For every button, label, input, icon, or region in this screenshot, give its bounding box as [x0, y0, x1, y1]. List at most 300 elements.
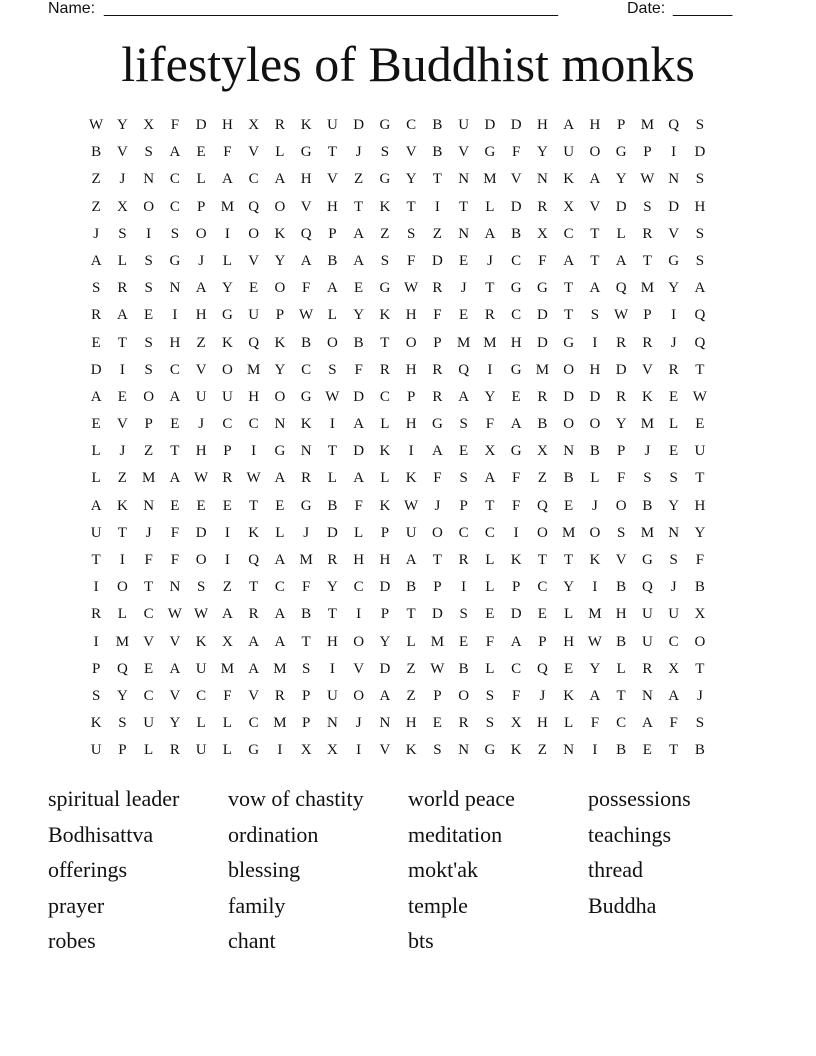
- grid-letter[interactable]: B: [694, 579, 705, 596]
- grid-letter[interactable]: P: [118, 742, 127, 759]
- grid-letter[interactable]: D: [195, 524, 207, 541]
- grid-letter[interactable]: O: [536, 524, 548, 541]
- grid-letter[interactable]: J: [539, 687, 546, 704]
- grid-letter[interactable]: E: [459, 252, 469, 269]
- grid-letter[interactable]: J: [591, 497, 598, 514]
- grid-letter[interactable]: G: [274, 443, 286, 460]
- grid-letter[interactable]: X: [116, 198, 128, 215]
- grid-letter[interactable]: K: [221, 334, 233, 351]
- grid-letter[interactable]: R: [642, 334, 653, 351]
- grid-letter[interactable]: S: [669, 552, 678, 568]
- grid-letter[interactable]: V: [169, 633, 181, 650]
- grid-letter[interactable]: P: [380, 606, 390, 623]
- grid-letter[interactable]: A: [353, 470, 365, 487]
- grid-letter[interactable]: Q: [694, 334, 706, 351]
- grid-letter[interactable]: L: [590, 470, 600, 487]
- grid-letter[interactable]: D: [615, 361, 627, 378]
- grid-letter[interactable]: Q: [641, 579, 653, 596]
- grid-letter[interactable]: R: [642, 225, 653, 242]
- grid-letter[interactable]: Z: [222, 579, 232, 596]
- grid-letter[interactable]: G: [641, 552, 653, 568]
- grid-letter[interactable]: S: [695, 225, 705, 242]
- grid-letter[interactable]: P: [616, 117, 626, 133]
- grid-letter[interactable]: S: [144, 252, 153, 269]
- grid-letter[interactable]: K: [90, 715, 102, 732]
- grid-letter[interactable]: A: [379, 687, 391, 704]
- grid-letter[interactable]: Q: [536, 660, 548, 677]
- grid-letter[interactable]: K: [563, 687, 575, 704]
- grid-letter[interactable]: E: [537, 606, 547, 623]
- grid-letter[interactable]: F: [485, 416, 495, 433]
- grid-letter[interactable]: I: [93, 579, 99, 596]
- grid-letter[interactable]: U: [641, 606, 653, 623]
- grid-letter[interactable]: R: [432, 388, 443, 405]
- grid-letter[interactable]: U: [458, 117, 470, 133]
- grid-letter[interactable]: C: [668, 633, 679, 650]
- grid-letter[interactable]: D: [353, 443, 365, 460]
- grid-letter[interactable]: A: [563, 117, 575, 133]
- grid-letter[interactable]: A: [90, 497, 102, 514]
- grid-letter[interactable]: J: [198, 252, 205, 269]
- grid-letter[interactable]: W: [194, 470, 209, 487]
- name-field-line[interactable]: ______________________________________________________: [104, 0, 558, 17]
- grid-letter[interactable]: X: [484, 443, 496, 460]
- grid-letter[interactable]: F: [354, 497, 363, 514]
- grid-letter[interactable]: F: [223, 687, 232, 704]
- grid-letter[interactable]: M: [273, 660, 287, 677]
- grid-letter[interactable]: A: [274, 552, 286, 568]
- grid-letter[interactable]: R: [642, 660, 653, 677]
- grid-letter[interactable]: Y: [668, 280, 680, 297]
- grid-letter[interactable]: A: [668, 687, 680, 704]
- grid-letter[interactable]: A: [589, 171, 601, 188]
- grid-letter[interactable]: T: [327, 443, 337, 460]
- grid-letter[interactable]: J: [696, 687, 703, 704]
- grid-letter[interactable]: X: [300, 742, 312, 759]
- grid-letter[interactable]: B: [327, 497, 338, 514]
- grid-letter[interactable]: E: [170, 416, 180, 433]
- grid-letter[interactable]: P: [301, 687, 311, 704]
- grid-letter[interactable]: W: [587, 633, 602, 650]
- grid-letter[interactable]: Z: [91, 198, 101, 215]
- grid-letter[interactable]: C: [143, 687, 154, 704]
- grid-letter[interactable]: T: [354, 198, 364, 215]
- grid-letter[interactable]: Q: [458, 361, 470, 378]
- grid-letter[interactable]: A: [458, 388, 470, 405]
- grid-letter[interactable]: J: [303, 524, 310, 541]
- grid-letter[interactable]: J: [198, 416, 205, 433]
- grid-letter[interactable]: K: [379, 497, 391, 514]
- grid-letter[interactable]: T: [117, 524, 127, 541]
- grid-letter[interactable]: H: [615, 606, 627, 623]
- grid-letter[interactable]: K: [116, 497, 128, 514]
- grid-letter[interactable]: B: [406, 579, 417, 596]
- grid-letter[interactable]: B: [589, 443, 600, 460]
- grid-letter[interactable]: H: [326, 633, 338, 650]
- grid-letter[interactable]: S: [643, 470, 652, 487]
- grid-letter[interactable]: S: [118, 715, 127, 732]
- grid-letter[interactable]: R: [432, 361, 443, 378]
- grid-letter[interactable]: F: [170, 552, 180, 568]
- grid-letter[interactable]: O: [589, 416, 601, 433]
- grid-letter[interactable]: H: [195, 307, 207, 324]
- grid-letter[interactable]: B: [327, 252, 338, 269]
- grid-letter[interactable]: B: [616, 742, 627, 759]
- grid-letter[interactable]: B: [642, 497, 653, 514]
- grid-letter[interactable]: U: [641, 633, 653, 650]
- grid-letter[interactable]: L: [616, 660, 626, 677]
- grid-letter[interactable]: D: [615, 198, 627, 215]
- grid-letter[interactable]: A: [615, 252, 627, 269]
- grid-letter[interactable]: M: [640, 280, 655, 297]
- grid-letter[interactable]: T: [590, 252, 600, 269]
- grid-letter[interactable]: A: [90, 388, 102, 405]
- grid-letter[interactable]: A: [353, 225, 365, 242]
- grid-letter[interactable]: G: [484, 144, 496, 161]
- grid-letter[interactable]: O: [116, 579, 128, 596]
- grid-letter[interactable]: S: [485, 715, 495, 732]
- grid-letter[interactable]: E: [144, 307, 154, 324]
- grid-letter[interactable]: P: [328, 225, 337, 242]
- grid-letter[interactable]: Y: [274, 252, 286, 269]
- grid-letter[interactable]: A: [510, 633, 522, 650]
- grid-letter[interactable]: M: [246, 361, 261, 378]
- grid-letter[interactable]: D: [563, 388, 575, 405]
- grid-letter[interactable]: G: [484, 742, 496, 759]
- grid-letter[interactable]: H: [694, 497, 706, 514]
- grid-letter[interactable]: R: [222, 470, 233, 487]
- grid-letter[interactable]: A: [431, 443, 443, 460]
- grid-letter[interactable]: B: [563, 470, 574, 487]
- grid-letter[interactable]: Q: [536, 497, 548, 514]
- grid-letter[interactable]: R: [327, 552, 338, 568]
- grid-letter[interactable]: U: [143, 715, 155, 732]
- grid-letter[interactable]: D: [326, 524, 338, 541]
- grid-letter[interactable]: D: [510, 606, 522, 623]
- date-field-line[interactable]: _______: [673, 0, 732, 17]
- grid-letter[interactable]: C: [222, 416, 233, 433]
- grid-letter[interactable]: F: [538, 252, 547, 269]
- grid-letter[interactable]: V: [668, 225, 680, 242]
- grid-letter[interactable]: I: [461, 579, 467, 596]
- grid-letter[interactable]: I: [119, 361, 125, 378]
- grid-letter[interactable]: Y: [379, 633, 391, 650]
- grid-letter[interactable]: K: [274, 334, 286, 351]
- grid-letter[interactable]: V: [641, 361, 653, 378]
- grid-letter[interactable]: J: [119, 443, 126, 460]
- grid-letter[interactable]: E: [432, 715, 442, 732]
- grid-letter[interactable]: A: [353, 416, 365, 433]
- grid-letter[interactable]: N: [169, 280, 181, 297]
- grid-letter[interactable]: Z: [91, 171, 101, 188]
- grid-letter[interactable]: T: [669, 742, 679, 759]
- grid-letter[interactable]: D: [668, 198, 680, 215]
- grid-letter[interactable]: R: [537, 388, 548, 405]
- grid-letter[interactable]: I: [224, 552, 230, 568]
- grid-letter[interactable]: W: [89, 117, 104, 133]
- grid-letter[interactable]: V: [458, 144, 470, 161]
- grid-letter[interactable]: P: [91, 660, 101, 677]
- grid-letter[interactable]: Z: [196, 334, 206, 351]
- grid-letter[interactable]: L: [117, 606, 127, 623]
- grid-letter[interactable]: L: [91, 443, 101, 460]
- grid-letter[interactable]: L: [196, 171, 206, 188]
- grid-letter[interactable]: G: [536, 280, 548, 297]
- grid-letter[interactable]: C: [274, 579, 285, 596]
- grid-letter[interactable]: M: [456, 334, 471, 351]
- grid-letter[interactable]: A: [589, 687, 601, 704]
- grid-letter[interactable]: A: [221, 606, 233, 623]
- grid-letter[interactable]: Y: [405, 171, 417, 188]
- grid-letter[interactable]: Q: [248, 198, 260, 215]
- grid-letter[interactable]: A: [169, 470, 181, 487]
- grid-letter[interactable]: I: [671, 144, 677, 161]
- grid-letter[interactable]: M: [483, 171, 497, 188]
- grid-letter[interactable]: K: [405, 742, 417, 759]
- grid-letter[interactable]: C: [248, 416, 259, 433]
- grid-letter[interactable]: C: [301, 361, 312, 378]
- grid-letter[interactable]: O: [589, 144, 601, 161]
- grid-letter[interactable]: U: [90, 742, 102, 759]
- grid-letter[interactable]: O: [615, 497, 627, 514]
- grid-letter[interactable]: V: [379, 742, 391, 759]
- grid-letter[interactable]: S: [170, 225, 180, 242]
- grid-letter[interactable]: O: [353, 633, 365, 650]
- grid-letter[interactable]: G: [221, 307, 233, 324]
- grid-letter[interactable]: A: [694, 280, 706, 297]
- grid-letter[interactable]: N: [563, 742, 575, 759]
- grid-letter[interactable]: C: [379, 388, 390, 405]
- grid-letter[interactable]: A: [221, 171, 233, 188]
- grid-letter[interactable]: V: [510, 171, 522, 188]
- grid-letter[interactable]: M: [640, 416, 655, 433]
- grid-letter[interactable]: F: [511, 497, 521, 514]
- grid-letter[interactable]: G: [510, 361, 522, 378]
- grid-letter[interactable]: N: [536, 171, 548, 188]
- grid-letter[interactable]: D: [431, 606, 443, 623]
- grid-letter[interactable]: R: [379, 361, 390, 378]
- grid-letter[interactable]: I: [434, 198, 440, 215]
- grid-letter[interactable]: E: [249, 280, 259, 297]
- grid-letter[interactable]: P: [196, 198, 206, 215]
- grid-letter[interactable]: Q: [668, 117, 680, 133]
- grid-letter[interactable]: Q: [116, 660, 128, 677]
- grid-letter[interactable]: T: [564, 552, 574, 568]
- grid-letter[interactable]: T: [485, 497, 495, 514]
- grid-letter[interactable]: M: [220, 660, 235, 677]
- grid-letter[interactable]: Z: [406, 660, 416, 677]
- grid-letter[interactable]: H: [195, 443, 207, 460]
- grid-letter[interactable]: S: [118, 225, 127, 242]
- grid-letter[interactable]: K: [379, 443, 391, 460]
- grid-letter[interactable]: M: [588, 606, 602, 623]
- grid-letter[interactable]: R: [616, 334, 627, 351]
- grid-letter[interactable]: T: [432, 552, 442, 568]
- grid-letter[interactable]: Y: [169, 715, 181, 732]
- grid-letter[interactable]: G: [300, 497, 312, 514]
- grid-letter[interactable]: F: [695, 552, 705, 568]
- grid-letter[interactable]: A: [353, 252, 365, 269]
- grid-letter[interactable]: Y: [615, 171, 627, 188]
- grid-letter[interactable]: D: [353, 117, 365, 133]
- grid-letter[interactable]: U: [405, 524, 417, 541]
- grid-letter[interactable]: E: [275, 497, 285, 514]
- grid-letter[interactable]: H: [563, 633, 575, 650]
- grid-letter[interactable]: H: [405, 307, 417, 324]
- grid-letter[interactable]: C: [169, 198, 180, 215]
- grid-letter[interactable]: M: [273, 715, 287, 732]
- grid-letter[interactable]: D: [694, 144, 706, 161]
- grid-letter[interactable]: M: [299, 552, 313, 568]
- grid-letter[interactable]: K: [274, 225, 286, 242]
- grid-letter[interactable]: M: [483, 334, 497, 351]
- grid-letter[interactable]: K: [510, 552, 522, 568]
- grid-letter[interactable]: T: [144, 579, 154, 596]
- grid-letter[interactable]: X: [694, 606, 706, 623]
- grid-letter[interactable]: E: [170, 497, 180, 514]
- grid-letter[interactable]: S: [485, 687, 495, 704]
- grid-letter[interactable]: A: [300, 252, 312, 269]
- grid-letter[interactable]: F: [590, 715, 600, 732]
- grid-letter[interactable]: C: [169, 171, 180, 188]
- grid-letter[interactable]: T: [432, 171, 442, 188]
- grid-letter[interactable]: G: [300, 388, 312, 405]
- grid-letter[interactable]: B: [301, 334, 312, 351]
- grid-letter[interactable]: S: [91, 280, 101, 297]
- grid-letter[interactable]: T: [249, 579, 259, 596]
- grid-letter[interactable]: F: [433, 470, 442, 487]
- grid-letter[interactable]: S: [328, 361, 337, 378]
- grid-letter[interactable]: P: [511, 579, 521, 596]
- grid-letter[interactable]: L: [485, 552, 495, 568]
- grid-letter[interactable]: I: [592, 334, 598, 351]
- grid-letter[interactable]: E: [222, 497, 232, 514]
- grid-letter[interactable]: O: [195, 552, 207, 568]
- grid-letter[interactable]: S: [643, 198, 652, 215]
- grid-letter[interactable]: B: [694, 742, 705, 759]
- grid-letter[interactable]: L: [564, 606, 574, 623]
- grid-letter[interactable]: T: [117, 334, 127, 351]
- grid-letter[interactable]: Z: [537, 470, 547, 487]
- grid-letter[interactable]: S: [433, 742, 442, 759]
- grid-letter[interactable]: E: [196, 144, 206, 161]
- grid-letter[interactable]: W: [167, 606, 182, 623]
- grid-letter[interactable]: E: [695, 416, 705, 433]
- grid-letter[interactable]: P: [433, 579, 442, 596]
- grid-letter[interactable]: F: [223, 144, 232, 161]
- grid-letter[interactable]: D: [536, 334, 548, 351]
- grid-letter[interactable]: L: [222, 742, 232, 759]
- grid-letter[interactable]: N: [143, 171, 155, 188]
- grid-letter[interactable]: S: [695, 715, 705, 732]
- grid-letter[interactable]: G: [169, 252, 181, 269]
- grid-letter[interactable]: D: [510, 117, 522, 133]
- grid-letter[interactable]: X: [668, 660, 680, 677]
- grid-letter[interactable]: T: [327, 144, 337, 161]
- grid-letter[interactable]: G: [615, 144, 627, 161]
- grid-letter[interactable]: U: [221, 388, 233, 405]
- grid-letter[interactable]: P: [643, 307, 652, 324]
- grid-letter[interactable]: T: [616, 687, 626, 704]
- grid-letter[interactable]: T: [459, 198, 469, 215]
- grid-letter[interactable]: S: [459, 416, 468, 433]
- grid-letter[interactable]: T: [91, 552, 101, 568]
- grid-letter[interactable]: H: [536, 715, 548, 732]
- grid-letter[interactable]: W: [430, 660, 445, 677]
- grid-letter[interactable]: J: [355, 144, 362, 161]
- grid-letter[interactable]: S: [144, 334, 153, 351]
- grid-letter[interactable]: C: [406, 117, 417, 133]
- grid-letter[interactable]: T: [695, 361, 705, 378]
- grid-letter[interactable]: E: [511, 388, 521, 405]
- grid-letter[interactable]: H: [405, 715, 417, 732]
- grid-letter[interactable]: R: [458, 552, 469, 568]
- grid-letter[interactable]: A: [274, 633, 286, 650]
- grid-letter[interactable]: H: [169, 334, 181, 351]
- grid-letter[interactable]: X: [248, 117, 260, 133]
- grid-letter[interactable]: A: [274, 470, 286, 487]
- grid-letter[interactable]: H: [510, 334, 522, 351]
- grid-letter[interactable]: C: [616, 715, 627, 732]
- grid-letter[interactable]: J: [670, 334, 677, 351]
- grid-letter[interactable]: D: [536, 307, 548, 324]
- grid-letter[interactable]: J: [145, 524, 152, 541]
- grid-letter[interactable]: I: [172, 307, 178, 324]
- grid-letter[interactable]: Y: [326, 579, 338, 596]
- grid-letter[interactable]: V: [353, 660, 365, 677]
- grid-letter[interactable]: T: [590, 225, 600, 242]
- grid-letter[interactable]: K: [589, 552, 601, 568]
- grid-letter[interactable]: P: [459, 497, 468, 514]
- grid-letter[interactable]: Y: [353, 307, 365, 324]
- grid-letter[interactable]: I: [251, 443, 257, 460]
- grid-letter[interactable]: N: [458, 171, 470, 188]
- grid-letter[interactable]: L: [485, 198, 495, 215]
- grid-letter[interactable]: Y: [694, 524, 706, 541]
- grid-letter[interactable]: F: [433, 307, 442, 324]
- grid-letter[interactable]: A: [641, 715, 653, 732]
- grid-letter[interactable]: H: [353, 552, 365, 568]
- grid-letter[interactable]: O: [353, 687, 365, 704]
- grid-letter[interactable]: E: [117, 388, 127, 405]
- grid-letter[interactable]: D: [589, 388, 601, 405]
- grid-letter[interactable]: E: [669, 388, 679, 405]
- grid-letter[interactable]: T: [327, 606, 337, 623]
- grid-letter[interactable]: U: [248, 307, 260, 324]
- grid-letter[interactable]: C: [196, 687, 207, 704]
- grid-letter[interactable]: F: [511, 687, 521, 704]
- grid-letter[interactable]: M: [220, 198, 235, 215]
- grid-letter[interactable]: P: [616, 443, 626, 460]
- grid-letter[interactable]: X: [536, 443, 548, 460]
- grid-letter[interactable]: O: [326, 334, 338, 351]
- grid-letter[interactable]: H: [379, 552, 391, 568]
- grid-letter[interactable]: G: [248, 742, 260, 759]
- grid-letter[interactable]: F: [170, 524, 180, 541]
- grid-letter[interactable]: V: [143, 633, 155, 650]
- grid-letter[interactable]: L: [616, 225, 626, 242]
- grid-letter[interactable]: C: [248, 171, 259, 188]
- grid-letter[interactable]: Y: [484, 388, 496, 405]
- grid-letter[interactable]: R: [117, 280, 128, 297]
- grid-letter[interactable]: I: [513, 524, 519, 541]
- grid-letter[interactable]: R: [91, 606, 102, 623]
- grid-letter[interactable]: F: [170, 117, 180, 133]
- grid-letter[interactable]: W: [194, 606, 209, 623]
- grid-letter[interactable]: F: [616, 470, 626, 487]
- grid-letter[interactable]: B: [91, 144, 102, 161]
- grid-letter[interactable]: E: [459, 633, 469, 650]
